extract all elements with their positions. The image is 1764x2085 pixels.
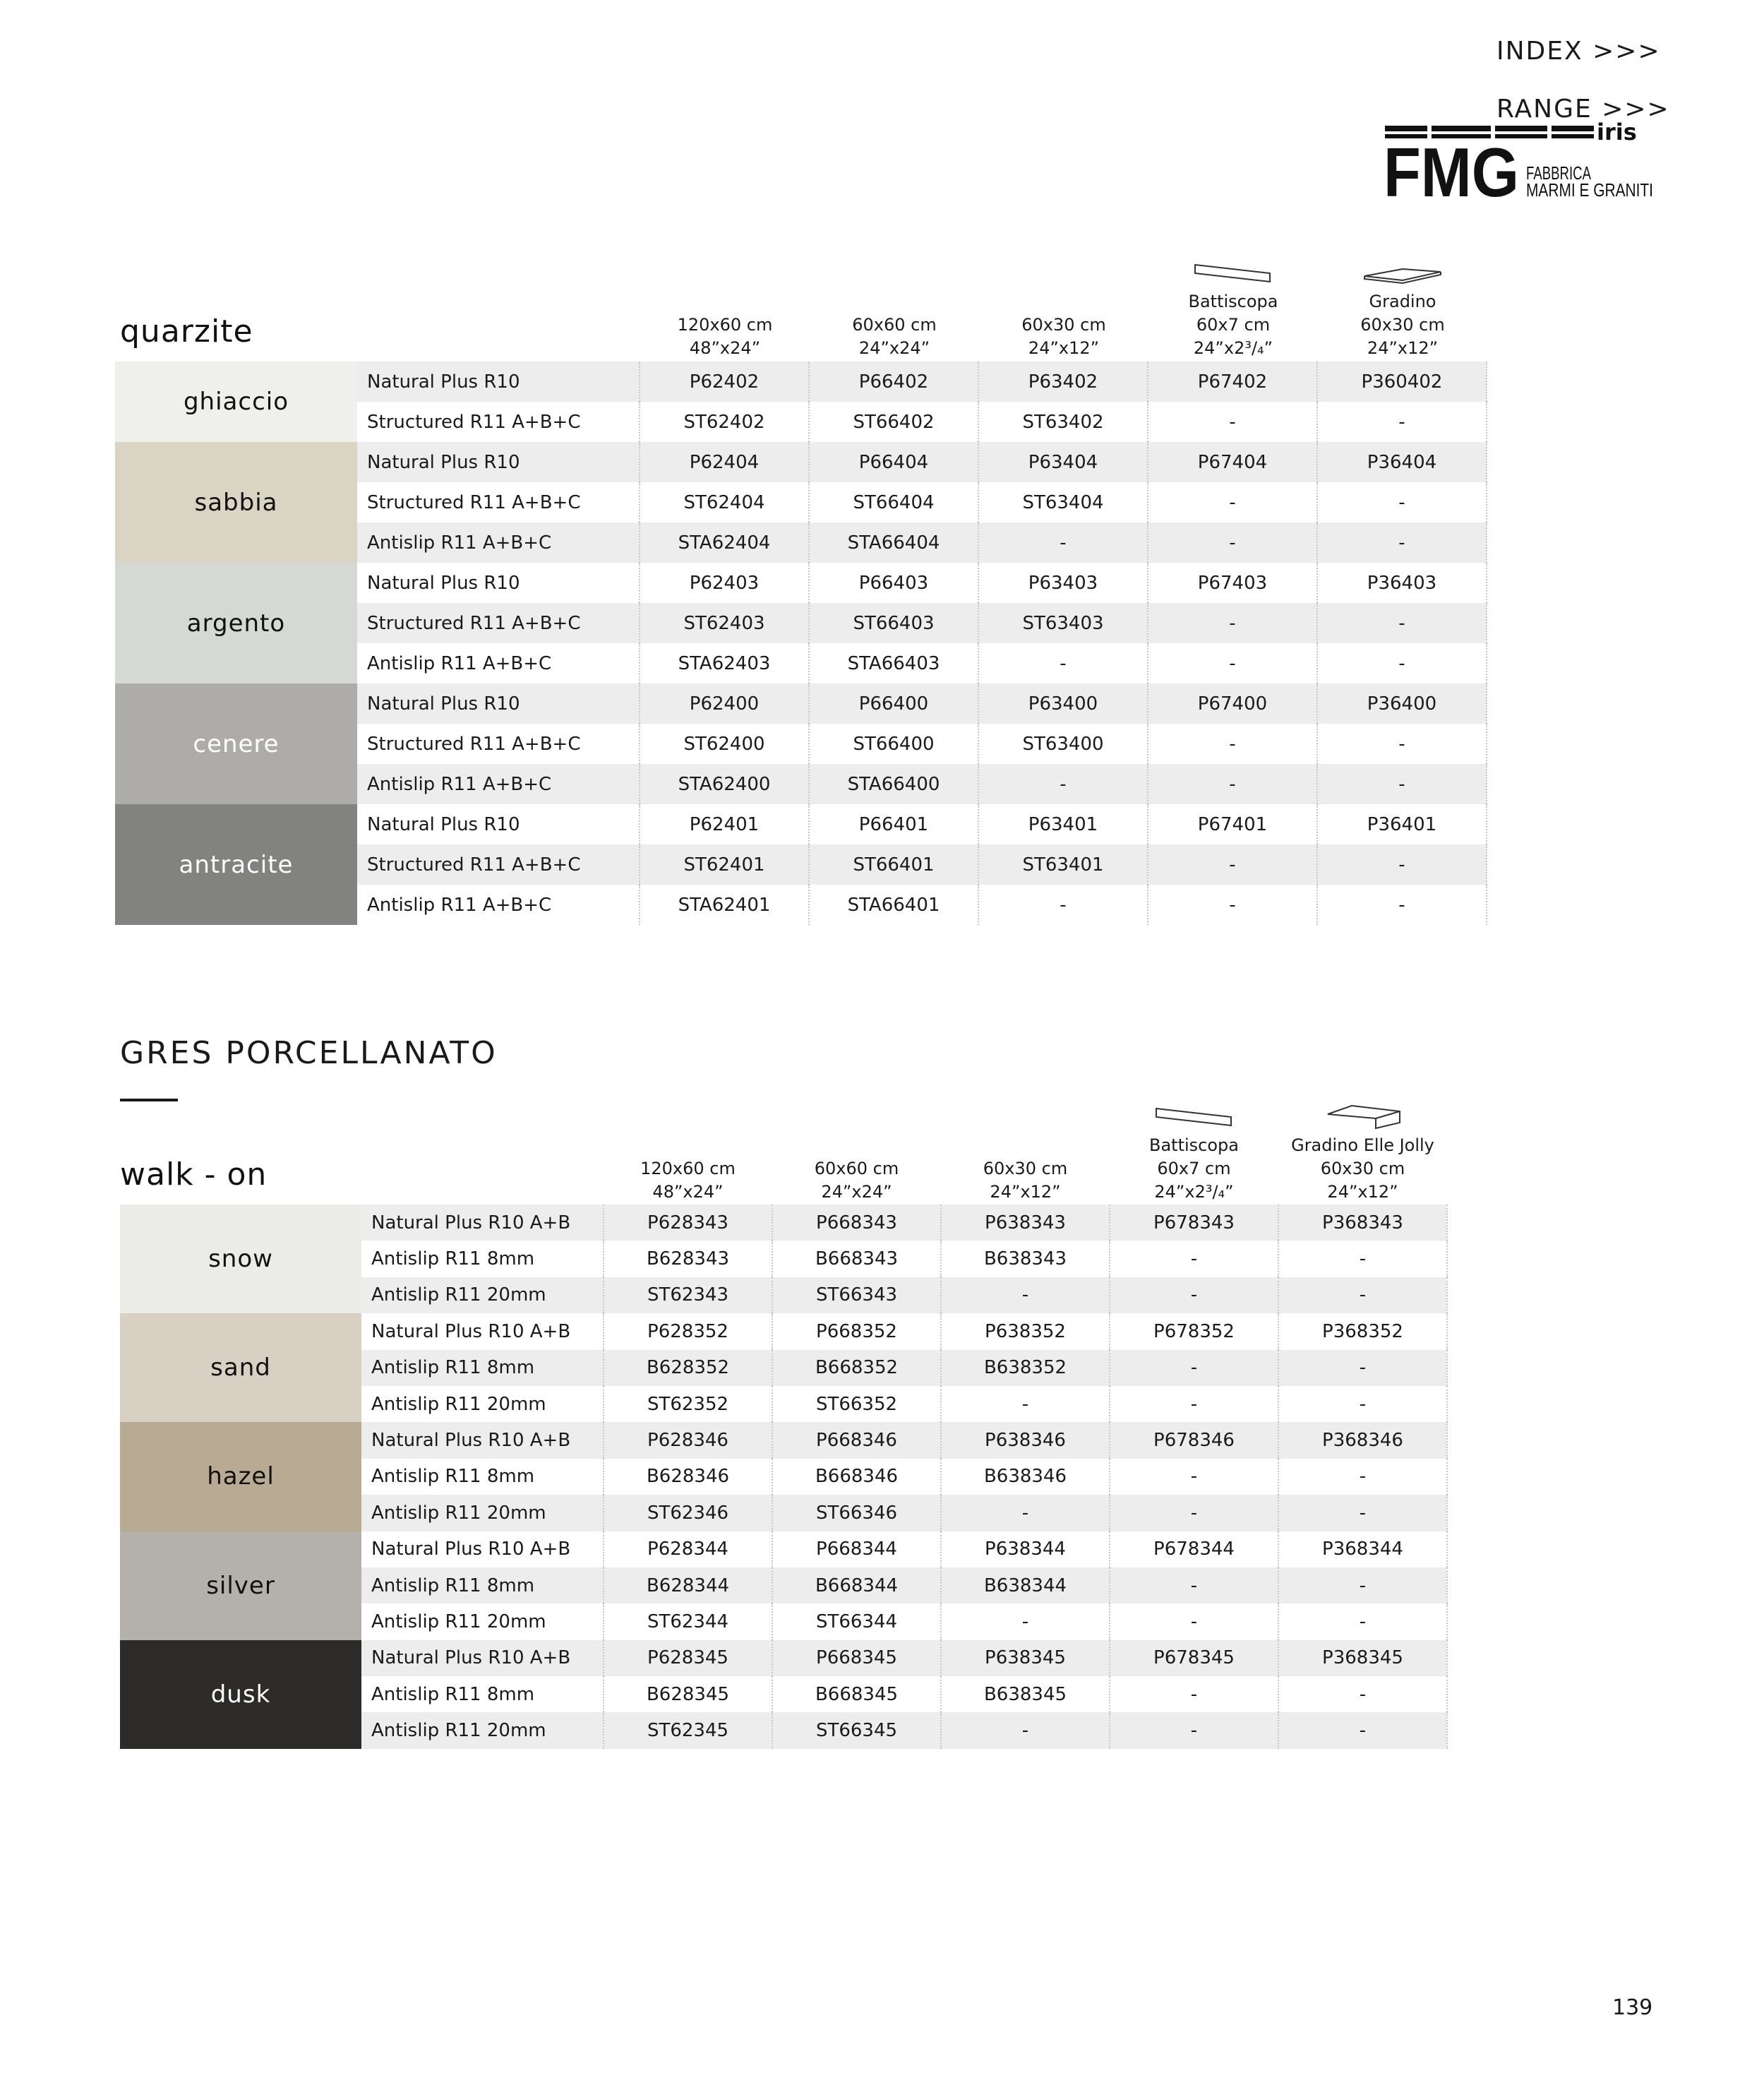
product-code: ST62403 <box>640 603 809 643</box>
product-code: P62401 <box>640 804 809 844</box>
series-title-quarzite: quarzite <box>120 313 253 350</box>
finish-label: Antislip R11 20mm <box>371 1393 546 1415</box>
column-header-line: 60x30 cm <box>983 1159 1068 1178</box>
product-code: P638343 <box>941 1205 1110 1241</box>
product-code: P668343 <box>772 1205 941 1241</box>
product-code: ST62400 <box>640 724 809 764</box>
product-code: P368352 <box>1278 1313 1447 1349</box>
product-code: ST66343 <box>772 1277 941 1313</box>
product-code: P63403 <box>978 563 1148 603</box>
color-swatch-0: snow <box>120 1205 361 1313</box>
skirting-icon <box>1152 1101 1237 1130</box>
product-code: - <box>941 1603 1110 1639</box>
product-code: P628352 <box>604 1313 772 1349</box>
product-code: - <box>1317 482 1487 522</box>
product-code: ST66404 <box>809 482 978 522</box>
product-code: STA62401 <box>640 885 809 925</box>
product-code: STA66401 <box>809 885 978 925</box>
product-code: P368344 <box>1278 1531 1447 1567</box>
index-link[interactable]: INDEX >>> <box>1496 37 1661 66</box>
product-code: ST63400 <box>978 724 1148 764</box>
product-code: - <box>1148 522 1317 563</box>
series-title-walk-on: walk - on <box>120 1157 268 1193</box>
column-header <box>1318 258 1487 360</box>
table-row <box>115 804 1487 844</box>
column-header-line: 60x7 cm <box>1196 315 1271 335</box>
product-code: - <box>1110 1459 1278 1495</box>
product-code: P62404 <box>640 442 809 482</box>
column-header-line: 48”x24” <box>689 338 761 358</box>
finish-label: Antislip R11 A+B+C <box>357 764 640 804</box>
table-row <box>120 1422 1447 1458</box>
product-code: STA62404 <box>640 522 809 563</box>
product-code: - <box>1110 1277 1278 1313</box>
finish-label: Natural Plus R10 <box>367 813 520 835</box>
finish-label: Antislip R11 8mm <box>361 1350 604 1386</box>
product-code: P63404 <box>978 442 1148 482</box>
product-code: B638345 <box>941 1676 1110 1712</box>
product-code: P678352 <box>1110 1313 1278 1349</box>
product-code: ST66344 <box>772 1603 941 1639</box>
column-header-line: 48”x24” <box>652 1182 724 1202</box>
product-code: - <box>1317 885 1487 925</box>
product-code: B668344 <box>772 1567 941 1603</box>
product-code: ST66402 <box>809 402 978 442</box>
finish-label: Antislip R11 8mm <box>371 1683 535 1705</box>
product-code: ST63402 <box>978 402 1148 442</box>
product-code: P66403 <box>809 563 978 603</box>
product-code: ST66400 <box>809 724 978 764</box>
table-row <box>120 1205 1447 1241</box>
product-code: - <box>1317 402 1487 442</box>
column-header-line: 24”x2³/₄” <box>1193 338 1273 358</box>
finish-label: Natural Plus R10 <box>357 362 640 402</box>
finish-label: Natural Plus R10 <box>357 442 640 482</box>
column-header <box>1278 1101 1447 1204</box>
column-header <box>810 313 979 360</box>
step-jolly-icon <box>1321 1101 1405 1130</box>
product-code: - <box>1317 724 1487 764</box>
product-code: B668345 <box>772 1676 941 1712</box>
column-header-line: 120x60 cm <box>677 315 773 335</box>
column-header <box>640 313 810 360</box>
column-header <box>604 1157 772 1204</box>
product-code: ST62402 <box>640 402 809 442</box>
color-swatch-4: antracite <box>115 804 357 925</box>
table-row <box>115 563 1487 603</box>
product-code: P67401 <box>1148 804 1317 844</box>
color-swatch-0: ghiaccio <box>115 362 357 442</box>
product-code: - <box>941 1495 1110 1531</box>
column-header-line: 60x7 cm <box>1157 1159 1231 1178</box>
product-code: - <box>1278 1386 1447 1422</box>
product-code: - <box>978 643 1148 683</box>
product-code: B638346 <box>941 1459 1110 1495</box>
column-header-line: 60x30 cm <box>1320 1159 1405 1178</box>
column-header <box>941 1157 1110 1204</box>
logo-wordmark: FMG <box>1384 133 1519 211</box>
product-code: P638344 <box>941 1531 1110 1567</box>
product-code: P668352 <box>772 1313 941 1349</box>
product-code: STA66404 <box>809 522 978 563</box>
column-header-line: 60x30 cm <box>1360 315 1445 335</box>
product-code: - <box>1278 1277 1447 1313</box>
product-code: - <box>1317 844 1487 885</box>
finish-label: Antislip R11 20mm <box>371 1611 546 1632</box>
product-code: - <box>1148 764 1317 804</box>
finish-label: Antislip R11 20mm <box>361 1495 604 1531</box>
product-code: B638344 <box>941 1567 1110 1603</box>
product-code: - <box>1317 764 1487 804</box>
section-heading: GRES PORCELLANATO <box>120 1035 498 1071</box>
product-code: - <box>1317 522 1487 563</box>
finish-label: Antislip R11 A+B+C <box>367 894 552 916</box>
table-row <box>115 362 1487 402</box>
skirting-icon <box>1191 258 1276 286</box>
product-code: - <box>1148 402 1317 442</box>
product-code: STA66403 <box>809 643 978 683</box>
product-code: P668346 <box>772 1422 941 1458</box>
product-code: P36403 <box>1317 563 1487 603</box>
finish-label: Antislip R11 8mm <box>371 1466 535 1488</box>
product-code: P368346 <box>1278 1422 1447 1458</box>
column-header-line: Battiscopa <box>1188 292 1278 311</box>
product-code: - <box>1148 643 1317 683</box>
product-code: - <box>1110 1603 1278 1639</box>
finish-label: Natural Plus R10 A+B <box>371 1320 571 1342</box>
table1-column-headers <box>640 247 1487 360</box>
product-code: ST63403 <box>978 603 1148 643</box>
product-code: ST66352 <box>772 1386 941 1422</box>
color-swatch-3: cenere <box>115 683 357 804</box>
table-row <box>120 1313 1447 1349</box>
column-header-line: 24”x24” <box>858 338 930 358</box>
finish-label: Structured R11 A+B+C <box>357 844 640 885</box>
product-code: P678345 <box>1110 1640 1278 1676</box>
product-code: STA62403 <box>640 643 809 683</box>
product-code: - <box>1110 1676 1278 1712</box>
product-code: P628345 <box>604 1640 772 1676</box>
product-code: B628345 <box>604 1676 772 1712</box>
color-swatch-3: silver <box>120 1531 361 1640</box>
page-number: 139 <box>1612 1995 1653 2020</box>
product-code: B638352 <box>941 1350 1110 1386</box>
column-header-line: 24”x12” <box>1028 338 1100 358</box>
finish-label: Antislip R11 A+B+C <box>367 652 552 674</box>
column-header <box>1148 258 1318 360</box>
product-code: - <box>978 885 1148 925</box>
product-code: ST62346 <box>604 1495 772 1531</box>
product-code: P628343 <box>604 1205 772 1241</box>
product-code: P67400 <box>1148 683 1317 724</box>
product-code: P628346 <box>604 1422 772 1458</box>
product-code: P638345 <box>941 1640 1110 1676</box>
step-icon <box>1360 258 1445 286</box>
product-code: - <box>1278 1676 1447 1712</box>
product-code: P668345 <box>772 1640 941 1676</box>
fmg-logo <box>1384 119 1653 211</box>
table2-column-headers <box>604 1091 1458 1204</box>
column-header-line: Battiscopa <box>1149 1135 1239 1155</box>
product-code: - <box>1278 1241 1447 1277</box>
product-code: P66400 <box>809 683 978 724</box>
product-code: ST62343 <box>604 1277 772 1313</box>
finish-label: Structured R11 A+B+C <box>367 491 581 513</box>
finish-label: Natural Plus R10 A+B <box>371 1539 571 1560</box>
logo-line1: FABBRICA <box>1526 162 1592 184</box>
column-header <box>979 313 1148 360</box>
product-code: ST62404 <box>640 482 809 522</box>
finish-label: Natural Plus R10 <box>367 572 520 594</box>
product-code: - <box>941 1277 1110 1313</box>
table-row <box>120 1531 1447 1567</box>
product-code: ST62344 <box>604 1603 772 1639</box>
product-code: P67404 <box>1148 442 1317 482</box>
finish-label: Natural Plus R10 A+B <box>361 1205 604 1241</box>
product-code: ST66345 <box>772 1712 941 1748</box>
product-code: P63400 <box>978 683 1148 724</box>
color-swatch-1: sand <box>120 1313 361 1422</box>
finish-label: Structured R11 A+B+C <box>367 733 581 755</box>
table-quarzite <box>115 362 1487 925</box>
product-code: P63402 <box>978 362 1148 402</box>
product-code: P66402 <box>809 362 978 402</box>
product-code: B628344 <box>604 1567 772 1603</box>
finish-label: Natural Plus R10 A+B <box>361 1640 604 1676</box>
product-code: - <box>1278 1350 1447 1386</box>
column-header-line: Gradino <box>1369 292 1436 311</box>
product-code: B628346 <box>604 1459 772 1495</box>
column-header <box>772 1157 941 1204</box>
product-code: - <box>1110 1712 1278 1748</box>
product-code: - <box>1278 1712 1447 1748</box>
product-code: B668343 <box>772 1241 941 1277</box>
product-code: - <box>978 764 1148 804</box>
product-code: P36400 <box>1317 683 1487 724</box>
finish-label: Antislip R11 8mm <box>361 1567 604 1603</box>
product-code: P36404 <box>1317 442 1487 482</box>
finish-label: Natural Plus R10 A+B <box>361 1422 604 1458</box>
finish-label: Structured R11 A+B+C <box>367 411 581 433</box>
product-code: P360402 <box>1317 362 1487 402</box>
product-code: B628343 <box>604 1241 772 1277</box>
table-walk-on <box>120 1205 1448 1749</box>
product-code: ST63401 <box>978 844 1148 885</box>
product-code: - <box>1148 844 1317 885</box>
product-code: - <box>941 1712 1110 1748</box>
product-code: P67402 <box>1148 362 1317 402</box>
product-code: B668346 <box>772 1459 941 1495</box>
color-swatch-2: argento <box>115 563 357 683</box>
product-code: ST66403 <box>809 603 978 643</box>
column-header-line: Gradino Elle Jolly <box>1291 1135 1434 1155</box>
product-code: - <box>1148 482 1317 522</box>
product-code: P638352 <box>941 1313 1110 1349</box>
product-code: P678346 <box>1110 1422 1278 1458</box>
range-link[interactable]: RANGE >>> <box>1496 95 1670 124</box>
product-code: P628344 <box>604 1531 772 1567</box>
product-code: P62403 <box>640 563 809 603</box>
column-header-line: 60x60 cm <box>814 1159 899 1178</box>
product-code: STA62400 <box>640 764 809 804</box>
product-code: ST62401 <box>640 844 809 885</box>
product-code: ST62345 <box>604 1712 772 1748</box>
product-code: P678344 <box>1110 1531 1278 1567</box>
product-code: - <box>1278 1459 1447 1495</box>
product-code: P66401 <box>809 804 978 844</box>
product-code: - <box>1110 1241 1278 1277</box>
column-header-line: 24”x24” <box>821 1182 892 1202</box>
product-code: - <box>1148 724 1317 764</box>
column-header-line: 24”x12” <box>1367 338 1439 358</box>
product-code: - <box>1110 1567 1278 1603</box>
product-code: P678343 <box>1110 1205 1278 1241</box>
product-code: ST66401 <box>809 844 978 885</box>
product-code: - <box>1110 1495 1278 1531</box>
finish-label: Natural Plus R10 <box>357 683 640 724</box>
product-code: P67403 <box>1148 563 1317 603</box>
product-code: - <box>1110 1386 1278 1422</box>
table-row <box>115 442 1487 482</box>
product-code: ST66346 <box>772 1495 941 1531</box>
product-code: ST62352 <box>604 1386 772 1422</box>
product-code: - <box>978 522 1148 563</box>
product-code: B638343 <box>941 1241 1110 1277</box>
product-code: - <box>1278 1567 1447 1603</box>
column-header-line: 120x60 cm <box>640 1159 736 1178</box>
product-code: ST63404 <box>978 482 1148 522</box>
product-code: - <box>1278 1603 1447 1639</box>
product-code: - <box>1278 1495 1447 1531</box>
finish-label: Structured R11 A+B+C <box>357 603 640 643</box>
logo-line2: MARMI E GRANITI <box>1526 179 1653 201</box>
column-header-line: 24”x12” <box>1327 1182 1398 1202</box>
table-row <box>115 683 1487 724</box>
finish-label: Antislip R11 20mm <box>361 1712 604 1748</box>
product-code: B628352 <box>604 1350 772 1386</box>
product-code: P36401 <box>1317 804 1487 844</box>
color-swatch-4: dusk <box>120 1640 361 1749</box>
heading-underline <box>120 1099 178 1101</box>
product-code: B668352 <box>772 1350 941 1386</box>
product-code: P66404 <box>809 442 978 482</box>
column-header-line: 24”x12” <box>990 1182 1061 1202</box>
product-code: - <box>1317 603 1487 643</box>
product-code: P638346 <box>941 1422 1110 1458</box>
product-code: P63401 <box>978 804 1148 844</box>
color-swatch-1: sabbia <box>115 442 357 563</box>
product-code: STA66400 <box>809 764 978 804</box>
product-code: P368343 <box>1278 1205 1447 1241</box>
color-swatch-2: hazel <box>120 1422 361 1531</box>
product-code: P62400 <box>640 683 809 724</box>
column-header-line: 60x30 cm <box>1021 315 1106 335</box>
logo-sub-text: iris <box>1597 119 1637 145</box>
product-code: - <box>1148 885 1317 925</box>
product-code: P368345 <box>1278 1640 1447 1676</box>
finish-label: Antislip R11 20mm <box>361 1277 604 1313</box>
product-code: - <box>1110 1350 1278 1386</box>
product-code: - <box>1148 603 1317 643</box>
column-header <box>1110 1101 1278 1204</box>
product-code: P62402 <box>640 362 809 402</box>
column-header-line: 24”x2³/₄” <box>1154 1182 1234 1202</box>
product-code: P668344 <box>772 1531 941 1567</box>
column-header-line: 60x60 cm <box>852 315 937 335</box>
product-code: - <box>1317 643 1487 683</box>
product-code: - <box>941 1386 1110 1422</box>
finish-label: Antislip R11 8mm <box>371 1248 535 1270</box>
table-row <box>120 1640 1447 1676</box>
finish-label: Antislip R11 A+B+C <box>357 522 640 563</box>
